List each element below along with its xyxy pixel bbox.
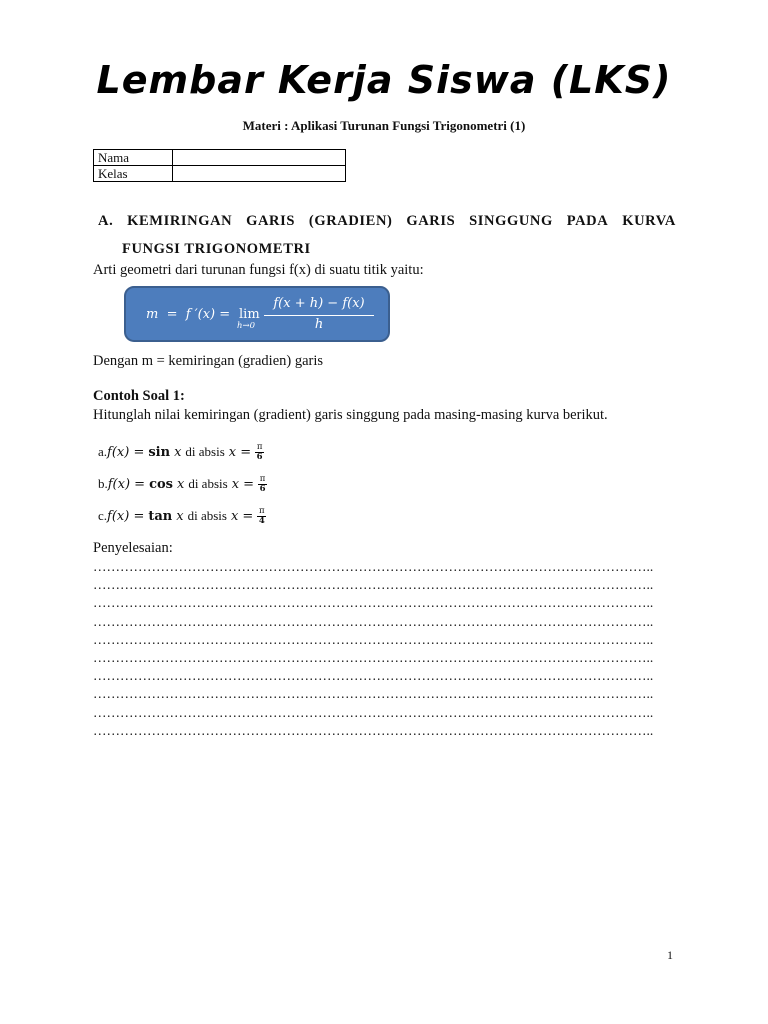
answer-line[interactable]: ……………………………………………………………………………………………………………..	[93, 613, 654, 629]
formula-lim: lim	[239, 307, 260, 322]
material-subtitle: Materi : Aplikasi Turunan Fungsi Trigonometri (1)	[242, 118, 526, 133]
table-row	[94, 150, 346, 166]
heading-word: KEMIRINGAN	[127, 213, 233, 229]
item-mid-text: di absis	[187, 508, 227, 523]
section-a-heading	[98, 207, 676, 263]
fraction-numerator: π	[256, 441, 263, 452]
answer-lines[interactable]	[93, 558, 677, 740]
item-fraction	[255, 443, 264, 462]
heading-word: A.	[98, 213, 114, 229]
page-number: 1	[667, 948, 673, 962]
item-var: x	[176, 508, 184, 524]
item-var: x	[176, 476, 185, 492]
fraction-denominator: 4	[258, 515, 265, 526]
item-label: a.	[98, 444, 108, 459]
item-var: x	[174, 444, 182, 460]
item-label: c.	[98, 508, 108, 523]
heading-word: (GRADIEN)	[308, 213, 393, 229]
fraction-denominator: 6	[256, 451, 263, 462]
class-field[interactable]	[173, 166, 346, 182]
item-mid-text: di absis	[188, 476, 228, 491]
name-label: Nama	[94, 150, 173, 166]
item-fraction	[257, 507, 266, 526]
answer-line[interactable]: ……………………………………………………………………………………………………………..	[93, 559, 654, 574]
fraction-numerator: π	[259, 505, 265, 516]
answer-line[interactable]: ……………………………………………………………………………………………………………..	[93, 704, 654, 720]
item-func-prefix: f(x) =	[107, 476, 146, 492]
name-field[interactable]	[173, 150, 346, 166]
answer-line[interactable]: ……………………………………………………………………………………………………………..	[93, 722, 654, 738]
derivative-formula-box	[124, 286, 390, 342]
page-title: Lembar Kerja Siswa (LKS)	[96, 58, 672, 102]
formula-lhs: m = f ′(x) =	[146, 307, 235, 322]
item-func-prefix: f(x) =	[107, 444, 145, 460]
item-mid-text: di absis	[185, 444, 225, 459]
item-label: b.	[98, 476, 108, 491]
item-func: sin	[148, 444, 171, 460]
answer-line[interactable]: ……………………………………………………………………………………………………………..	[93, 668, 654, 684]
answer-line[interactable]: ……………………………………………………………………………………………………………..	[93, 650, 654, 666]
formula-lim-subscript: h→0	[237, 321, 256, 331]
table-row	[94, 166, 346, 182]
heading-word: GARIS	[406, 213, 456, 229]
intro-text: Arti geometri dari turunan fungsi f(x) di suatu titik yaitu:	[93, 262, 424, 278]
heading-word: SINGGUNG	[469, 213, 553, 229]
item-x-eq: x =	[230, 508, 254, 524]
gradient-definition-text: Dengan m = kemiringan (gradien) garis	[93, 353, 324, 369]
heading-word: PADA	[566, 213, 609, 229]
heading-word: GARIS	[246, 213, 296, 229]
fraction-bar	[264, 315, 374, 316]
section-a-line-1	[98, 207, 676, 235]
heading-word: KURVA	[622, 213, 676, 229]
item-x-eq: x =	[231, 476, 255, 492]
identity-table	[93, 149, 346, 182]
example-item-b	[98, 474, 267, 494]
answer-line[interactable]: ……………………………………………………………………………………………………………..	[93, 577, 654, 593]
solution-label: Penyelesaian:	[93, 540, 173, 556]
section-a-line-2: FUNGSI TRIGONOMETRI	[122, 241, 311, 257]
item-func: tan	[148, 508, 173, 524]
item-func: cos	[149, 476, 173, 492]
example-item-c	[98, 506, 266, 526]
fraction-denominator: 6	[259, 483, 266, 494]
class-label: Kelas	[94, 166, 173, 182]
answer-line[interactable]: ……………………………………………………………………………………………………………..	[93, 686, 654, 702]
fraction-numerator: π	[259, 473, 266, 484]
answer-line[interactable]: ……………………………………………………………………………………………………………..	[93, 595, 654, 611]
example-item-a	[98, 442, 264, 462]
formula-denominator: h	[314, 317, 324, 332]
example-instruction: Hitunglah nilai kemiringan (gradient) garis singgung pada masing-masing kurva berikut.	[93, 407, 608, 423]
item-func-prefix: f(x) =	[107, 508, 145, 524]
item-fraction	[258, 475, 267, 494]
formula-numerator: f(x + h) − f(x)	[273, 296, 365, 311]
answer-line[interactable]: ……………………………………………………………………………………………………………..	[93, 631, 654, 647]
item-x-eq: x =	[228, 444, 252, 460]
example-heading: Contoh Soal 1:	[93, 388, 185, 404]
